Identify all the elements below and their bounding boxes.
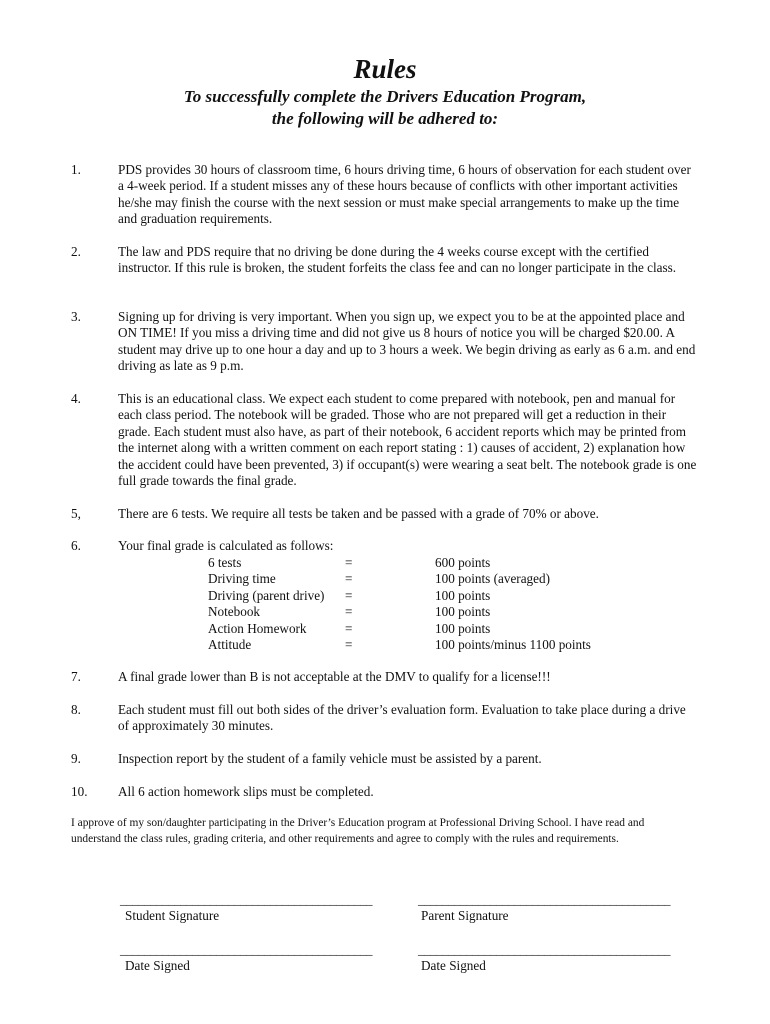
grading-row <box>208 604 591 620</box>
grading-equals: = <box>345 620 353 636</box>
student-signature-line[interactable]: __________________________________________ <box>120 892 372 907</box>
grading-points: 100 points <box>435 604 491 620</box>
grading-row <box>208 621 591 637</box>
rule-text: Inspection report by the student of a family vehicle must be assisted by a parent. <box>118 751 542 766</box>
rule-text: All 6 action homework slips must be completed. <box>118 784 374 799</box>
subtitle-line-1: To successfully complete the Drivers Education Program, <box>183 87 587 106</box>
grading-row <box>208 637 591 653</box>
grading-points: 600 points <box>435 555 491 570</box>
grading-points: 100 points <box>435 620 491 636</box>
grading-points: 100 points (averaged) <box>435 571 550 587</box>
rule-number: 10. <box>71 784 88 799</box>
grading-equals: = <box>345 587 353 603</box>
parent-date-label: Date Signed <box>421 958 486 973</box>
grading-equals: = <box>345 571 353 587</box>
rule-number: 2. <box>71 244 81 259</box>
grading-row <box>208 571 591 587</box>
grading-points: 100 points <box>435 587 491 603</box>
rule-text: A final grade lower than B is not acceptable at the DMV to qualify for a license!!! <box>118 669 551 684</box>
grading-row <box>208 555 591 571</box>
student-signature-label: Student Signature <box>125 908 220 923</box>
grading-item: Notebook <box>208 604 261 620</box>
rule-number: 7. <box>71 669 81 684</box>
parent-signature-label: Parent Signature <box>421 908 509 923</box>
parent-approval-statement: I approve of my son/daughter participating in the Driver’s Education program at Professional Driving School. I have read and understand the class rules, grading criteria, and other requirements and agree to comply with the rules and requirements. <box>71 817 645 845</box>
grading-points: 100 points/minus 1100 points <box>435 637 591 653</box>
rule-number: 9. <box>71 751 81 766</box>
grading-item: Attitude <box>208 637 252 653</box>
rule-text: Each student must fill out both sides of the driver’s evaluation form. Evaluation to take place during a drive of approximately 30 minutes. <box>118 702 686 734</box>
student-date-label: Date Signed <box>125 958 190 973</box>
grading-item: Driving time <box>208 571 276 587</box>
subtitle-line-2: the following will be adhered to: <box>271 109 499 128</box>
rule-number: 4. <box>71 391 81 406</box>
rule-text: Your final grade is calculated as follows: <box>118 538 334 553</box>
rule-number: 6. <box>71 538 81 553</box>
rule-text: PDS provides 30 hours of classroom time, 6 hours driving time, 6 hours of observation for each student over a 4-week period. If a student misses any of these hours because of conflicts with other important activities he/she may finish the course with the next session or must make special arrangements to make up the time and graduation requirements. <box>118 162 691 227</box>
grading-item: 6 tests <box>208 555 242 570</box>
rule-text: This is an educational class. We expect each student to come prepared with notebook, pen and manual for each class period. The notebook will be graded. Those who are not prepared will get a reduction in their grade. Each student must also have, as part of their notebook, 6 accident reports which may be printed from the internet along with a written comment on each report stating : 1) causes of accident, 2) explanation how the accident could have been prevented, 3) if occupant(s) were wearing a seat belt. The notebook grade is one full grade towards the final grade. <box>118 391 697 489</box>
student-date-line[interactable]: __________________________________________ <box>120 942 372 957</box>
rule-text: Signing up for driving is very important. When you sign up, we expect you to be at the appointed place and ON TIME! If you miss a driving time and did not give us 8 hours of notice you will be charged $20.00. A student may drive up to one hour a day and up to 3 hours a week. We begin driving as early as 6 a.m. and end driving as late as 9 p.m. <box>118 309 696 374</box>
grading-equals: = <box>345 637 353 653</box>
rule-number: 1. <box>71 162 81 177</box>
rule-number: 3. <box>71 309 81 324</box>
grading-row <box>208 588 591 604</box>
grading-table <box>208 555 591 653</box>
rule-number: 8. <box>71 702 81 717</box>
page-title: Rules <box>353 54 417 84</box>
rule-number: 5, <box>71 506 81 521</box>
grading-equals: = <box>345 604 353 620</box>
parent-date-line[interactable]: __________________________________________ <box>418 942 670 957</box>
grading-item: Driving (parent drive) <box>208 587 325 603</box>
rule-text: The law and PDS require that no driving be done during the 4 weeks course except with the certified instructor. If this rule is broken, the student forfeits the class fee and can no longer participate in the class. <box>118 244 677 276</box>
rule-text: There are 6 tests. We require all tests be taken and be passed with a grade of 70% or above. <box>118 506 599 521</box>
grading-item: Action Homework <box>208 620 307 636</box>
parent-signature-line[interactable]: __________________________________________ <box>418 892 670 907</box>
grading-equals: = <box>345 555 353 570</box>
